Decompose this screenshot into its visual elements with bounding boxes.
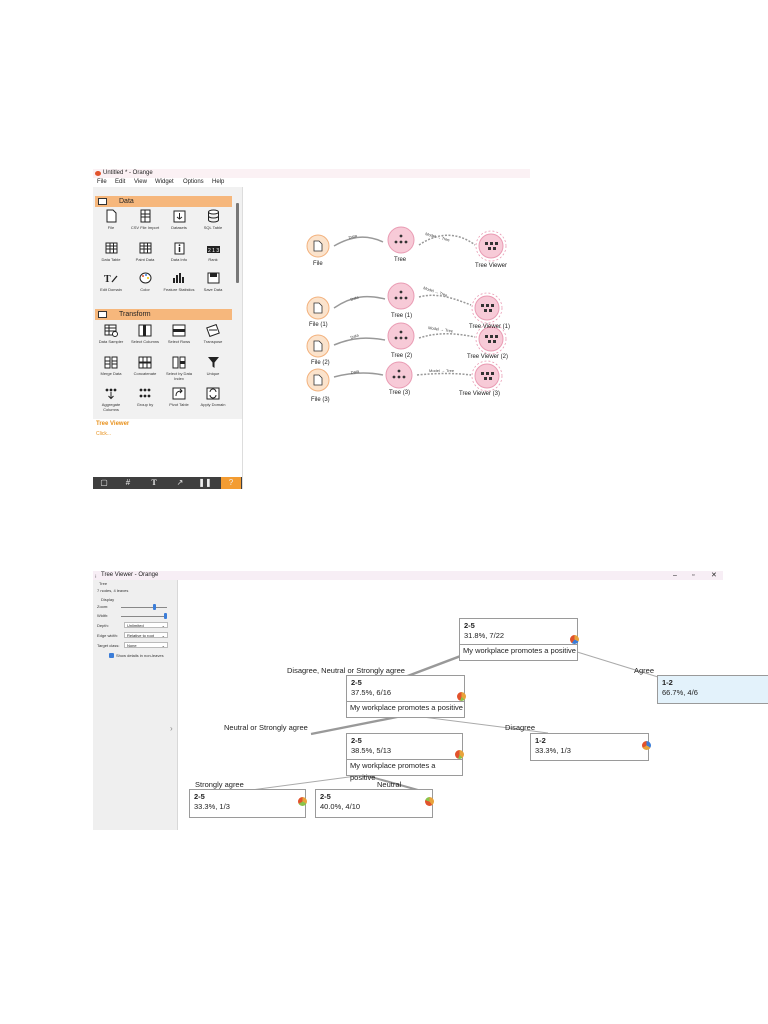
- select-index-icon: [172, 355, 187, 369]
- tree-node[interactable]: [346, 733, 463, 782]
- file-icon: [104, 209, 119, 223]
- widget-node-tree[interactable]: [388, 227, 414, 253]
- widget-label: Group by: [136, 402, 154, 407]
- widget-label: CSV File Import: [130, 225, 160, 230]
- node-split-attribute: My workplace promotes a positive: [347, 759, 462, 784]
- widget-label: Pivot Table: [169, 402, 189, 407]
- zoom-slider-handle[interactable]: [153, 604, 156, 610]
- target-class-value: None: [127, 643, 137, 648]
- widget-label: Unique: [206, 371, 220, 376]
- widget-label: Rank: [208, 257, 218, 262]
- control-sidebar: [93, 580, 178, 830]
- tree-info: 7 nodes, 4 leaves: [97, 588, 129, 593]
- menu-options[interactable]: Options: [183, 179, 204, 185]
- link-model[interactable]: [417, 374, 471, 376]
- node-percentage: 40.0%, 4/10: [320, 802, 361, 811]
- aggregate-icon: [104, 386, 119, 400]
- link-label-model: Model → Tree: [427, 325, 454, 334]
- palette-icon: [138, 271, 153, 285]
- node-percentage: 37.5%, 6/16: [351, 688, 392, 697]
- depth-value: Unlimited: [127, 623, 144, 628]
- widget-node-tree-viewer-1[interactable]: [472, 293, 502, 323]
- node-class: 2-5: [351, 678, 362, 687]
- new-file-icon[interactable]: ▢: [100, 478, 108, 487]
- download-icon: [172, 209, 187, 223]
- grid-icon[interactable]: #: [125, 478, 131, 487]
- link-model[interactable]: [419, 334, 475, 338]
- node-class: 1-2: [535, 736, 546, 745]
- window-titlebar: [93, 169, 530, 178]
- class-distribution-pie-icon: [642, 741, 651, 750]
- node-percentage: 31.8%, 7/22: [464, 631, 505, 640]
- node-label-tree: Tree: [394, 257, 407, 263]
- menu-file[interactable]: File: [97, 179, 107, 185]
- node-label-tree-3: Tree (3): [389, 390, 411, 396]
- table-icon: [104, 241, 119, 255]
- node-percentage: 66.7%, 4/6: [662, 688, 698, 697]
- tree-viewer-app-icon: ⁝: [95, 574, 97, 580]
- node-class: 1-2: [662, 678, 673, 687]
- widget-label: Merge Data: [100, 371, 122, 376]
- pause-icon[interactable]: ❚❚: [198, 478, 212, 487]
- widget-node-tree-1[interactable]: [388, 283, 414, 309]
- widget-edit-domain[interactable]: [94, 271, 128, 292]
- file-icon: [314, 241, 322, 251]
- menu-widget[interactable]: Widget: [155, 179, 174, 185]
- node-split-attribute: My workplace promotes a positive: [460, 644, 577, 657]
- class-distribution-pie-icon: [457, 692, 466, 701]
- file-icon: [314, 375, 322, 385]
- widget-data-sampler[interactable]: [94, 323, 128, 344]
- menu-view[interactable]: View: [134, 179, 147, 185]
- widget-label: Select by Data Index: [165, 371, 192, 381]
- node-class: 2-5: [320, 792, 331, 801]
- chevron-down-icon: ⌄: [161, 633, 165, 638]
- node-label-file: File: [313, 261, 323, 267]
- widget-label: Datasets: [171, 225, 187, 230]
- widget-datasets[interactable]: [162, 209, 196, 230]
- node-class: 2-5: [464, 621, 475, 630]
- class-distribution-pie-icon: [455, 750, 464, 759]
- edge-label-strongly-agree: Strongly agree: [195, 780, 244, 789]
- menu-help[interactable]: Help: [212, 179, 225, 185]
- link-data[interactable]: [334, 297, 385, 308]
- widget-node-tree-viewer[interactable]: [476, 231, 506, 261]
- save-icon: [206, 271, 221, 285]
- widget-label: Color: [140, 287, 150, 292]
- chevron-down-icon: ⌄: [161, 623, 165, 628]
- widget-sql-table[interactable]: [196, 209, 230, 230]
- link-data[interactable]: [334, 338, 385, 345]
- select-rows-icon: [172, 323, 187, 337]
- select-columns-icon: [138, 323, 153, 337]
- node-label-tree-viewer-2: Tree Viewer (2): [467, 354, 509, 360]
- statistics-icon: [172, 271, 187, 285]
- maximize-button[interactable]: ▫: [692, 572, 695, 579]
- widget-apply-domain[interactable]: [196, 386, 230, 407]
- chevron-down-icon: ⌄: [161, 643, 165, 648]
- pivot-icon: [172, 386, 187, 400]
- node-label-file-1: File (1): [309, 322, 328, 328]
- workflow-canvas[interactable]: [243, 187, 530, 489]
- node-label-tree-1: Tree (1): [391, 313, 413, 319]
- widget-label: Edit Domain: [100, 287, 122, 292]
- text-annotation-icon[interactable]: T: [151, 478, 157, 487]
- link-label-data: Data: [347, 232, 358, 240]
- widget-aggregate-columns[interactable]: [94, 386, 128, 412]
- collapse-sidebar-icon[interactable]: ›: [170, 724, 173, 733]
- width-slider-handle[interactable]: [164, 613, 167, 619]
- link-label-data: Data: [350, 368, 360, 375]
- class-distribution-pie-icon: [298, 797, 307, 806]
- window-title: Untitled * - Orange: [103, 170, 153, 176]
- widget-label: Transpose: [203, 339, 223, 344]
- class-distribution-pie-icon: [570, 635, 579, 644]
- widget-group-by[interactable]: [128, 386, 162, 407]
- widget-label: Paint Data: [135, 257, 155, 262]
- target-class-select[interactable]: [124, 642, 168, 648]
- node-class: 2-5: [351, 736, 362, 745]
- target-class-label: Target class:: [97, 643, 120, 648]
- widget-label: Save Data: [203, 287, 223, 292]
- tree-leaf[interactable]: [189, 789, 306, 818]
- widget-rank[interactable]: [196, 241, 230, 262]
- widget-pivot-table[interactable]: [162, 386, 196, 407]
- node-class: 2-5: [194, 792, 205, 801]
- widget-node-file[interactable]: [307, 235, 329, 257]
- widget-label: File: [107, 225, 115, 230]
- node-label-tree-viewer-1: Tree Viewer (1): [469, 324, 511, 330]
- class-distribution-pie-icon: [425, 797, 434, 806]
- section-header-transform[interactable]: [95, 309, 232, 320]
- edge-label-neutral-strongly-agree: Neutral or Strongly agree: [224, 723, 308, 732]
- help-area: [93, 419, 242, 477]
- bottom-toolbar: [93, 477, 242, 489]
- widget-paint-data[interactable]: [128, 241, 162, 262]
- node-label-tree-2: Tree (2): [391, 353, 413, 359]
- menu-edit[interactable]: Edit: [115, 179, 126, 185]
- widget-file[interactable]: [94, 209, 128, 230]
- link-data[interactable]: [334, 237, 383, 246]
- show-details-label: Show details in non-leaves: [116, 653, 164, 658]
- zoom-label: Zoom:: [97, 604, 109, 609]
- section-label: Transform: [119, 311, 151, 318]
- csv-table-icon: [138, 209, 153, 223]
- paint-grid-icon: [138, 241, 153, 255]
- link-label-model: Model → Tree: [424, 231, 451, 243]
- display-section-header: Display: [101, 597, 115, 602]
- widget-node-file-1[interactable]: [307, 297, 329, 319]
- workflow-links: [243, 187, 530, 489]
- rank-icon: [206, 241, 221, 255]
- window-titlebar: [93, 571, 723, 580]
- menu-bar: [93, 178, 530, 187]
- node-percentage: 38.5%, 5/13: [351, 746, 392, 755]
- widget-csv-import[interactable]: [128, 209, 162, 230]
- widget-color[interactable]: [128, 271, 162, 292]
- arrow-annotation-icon[interactable]: ↗: [176, 478, 184, 487]
- depth-label: Depth:: [97, 623, 109, 628]
- info-icon: [172, 241, 187, 255]
- transpose-icon: [206, 323, 221, 337]
- widget-label: Apply Domain: [200, 402, 226, 407]
- help-more-link[interactable]: Click...: [96, 431, 111, 437]
- node-label-tree-viewer-3: Tree Viewer (3): [459, 391, 501, 397]
- merge-icon: [104, 355, 119, 369]
- node-split-attribute: My workplace promotes a positive: [347, 701, 464, 714]
- edit-text-icon: [104, 271, 119, 285]
- tree-leaf[interactable]: [315, 789, 433, 818]
- widget-node-file-2[interactable]: [307, 335, 329, 357]
- section-header-data[interactable]: [95, 196, 232, 207]
- tree-leaf-selected[interactable]: [657, 675, 768, 704]
- widget-select-columns[interactable]: [128, 323, 162, 344]
- edge-label-agree: Agree: [634, 666, 655, 675]
- node-label-tree-viewer: Tree Viewer: [475, 263, 508, 269]
- depth-select[interactable]: [124, 622, 168, 628]
- link-label-data: Data: [349, 332, 360, 340]
- width-label: Width:: [97, 613, 109, 618]
- node-percentage: 33.3%, 1/3: [194, 802, 230, 811]
- zoom-slider[interactable]: [121, 607, 167, 608]
- widget-transpose[interactable]: [196, 323, 230, 344]
- sampler-icon: [104, 323, 119, 337]
- widget-label: Aggregate Columns: [101, 402, 121, 412]
- tree-node[interactable]: [346, 675, 465, 718]
- minimize-button[interactable]: –: [673, 572, 677, 579]
- link-label-model: Model → Tree: [422, 285, 449, 298]
- width-slider[interactable]: [121, 616, 167, 617]
- edge-width-select[interactable]: [124, 632, 168, 638]
- help-icon[interactable]: ?: [221, 477, 241, 489]
- transform-section-icon: [98, 311, 107, 318]
- node-label-file-3: File (3): [311, 397, 330, 403]
- show-details-checkbox[interactable]: [109, 653, 114, 658]
- widget-concatenate[interactable]: [128, 355, 162, 376]
- node-label-file-2: File (2): [311, 360, 330, 366]
- node-percentage: 33.3%, 1/3: [535, 746, 571, 755]
- concatenate-icon: [138, 355, 153, 369]
- widget-unique[interactable]: [196, 355, 230, 376]
- widget-label: SQL Table: [203, 225, 223, 230]
- edge-label-disagree: Disagree: [505, 723, 536, 732]
- widget-label: Data Table: [101, 257, 121, 262]
- widget-save-data[interactable]: [196, 271, 230, 292]
- widget-node-tree-2[interactable]: [388, 323, 414, 349]
- help-title: Tree Viewer: [96, 421, 130, 427]
- link-label-model: Model → Tree: [429, 368, 455, 373]
- widget-node-file-3[interactable]: [307, 369, 329, 391]
- widget-select-by-index[interactable]: [162, 355, 196, 381]
- section-label: Data: [119, 198, 134, 205]
- widget-select-rows[interactable]: [162, 323, 196, 344]
- widget-data-info[interactable]: [162, 241, 196, 262]
- edge-width-value: Relative to root: [127, 633, 154, 638]
- widget-node-tree-3[interactable]: [386, 362, 412, 388]
- widget-node-tree-viewer-3[interactable]: [472, 361, 502, 391]
- orange-main-window: [93, 169, 530, 489]
- group-by-icon: [138, 386, 153, 400]
- apply-domain-icon: [206, 386, 221, 400]
- tree-leaf[interactable]: [530, 733, 649, 761]
- tree-node-root[interactable]: [459, 618, 578, 661]
- widget-merge-data[interactable]: [94, 355, 128, 376]
- edge-label-disagree-neutral-strongly-agree: Disagree, Neutral or Strongly agree: [287, 666, 405, 675]
- window-title: Tree Viewer - Orange: [101, 572, 159, 578]
- widget-label: Data Info: [170, 257, 188, 262]
- file-icon: [314, 341, 322, 351]
- funnel-icon: [206, 355, 221, 369]
- widget-label: Select Columns: [130, 339, 159, 344]
- tree-section-header: Tree: [99, 581, 108, 586]
- file-icon: [314, 303, 322, 313]
- close-button[interactable]: ✕: [711, 572, 717, 579]
- svg-text:2 1 3: 2 1 3: [207, 248, 219, 254]
- database-icon: [206, 209, 221, 223]
- tree-canvas[interactable]: [178, 580, 723, 830]
- svg-text:T: T: [104, 274, 111, 284]
- widget-data-table[interactable]: [94, 241, 128, 262]
- edge-width-label: Edge width:: [97, 633, 118, 638]
- widget-label: Feature Statistics: [163, 287, 195, 292]
- tree-viewer-window: [93, 571, 723, 830]
- widget-label: Data Sampler: [98, 339, 124, 344]
- widget-feature-statistics[interactable]: [162, 271, 196, 292]
- widget-label: Select Rows: [167, 339, 191, 344]
- link-label-data: Data: [349, 294, 360, 302]
- orange-logo-icon: [95, 171, 101, 176]
- edge-label-neutral: Neutral: [377, 780, 402, 789]
- widget-label: Concatenate: [133, 371, 157, 376]
- data-section-icon: [98, 198, 107, 205]
- panel-scrollbar[interactable]: [236, 203, 239, 283]
